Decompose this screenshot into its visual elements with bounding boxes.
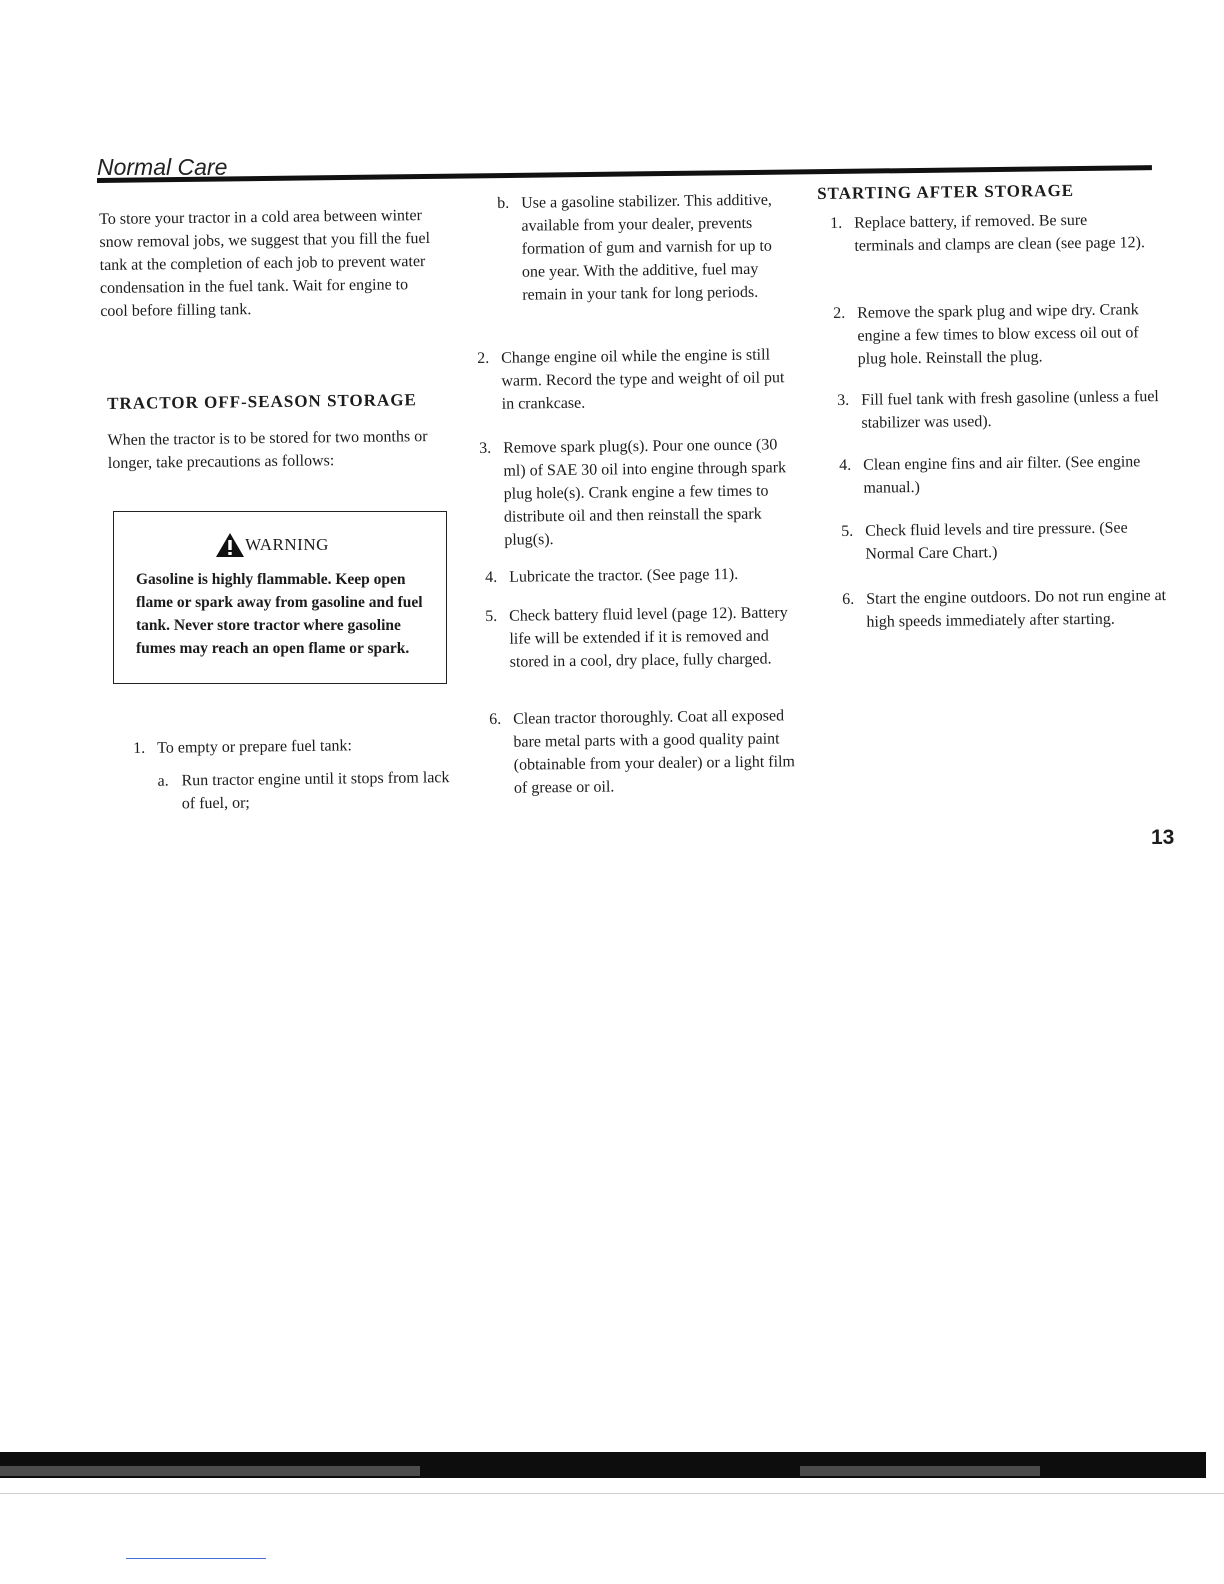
start-item-2	[833, 298, 1154, 371]
list-item	[133, 733, 453, 760]
scan-edge-highlight	[800, 1466, 1040, 1476]
list-item	[841, 516, 1166, 566]
storage-item-4	[485, 562, 805, 589]
item-text: Clean tractor thoroughly. Coat all exposed bare metal parts with a good quality paint (obtainable from your dealer) or a light film of grease or oil.	[513, 707, 796, 797]
item-text: Remove the spark plug and wipe dry. Crank engine a few times to blow excess oil out of plug hole. Reinstall the plug.	[857, 301, 1139, 368]
page-number: 13	[1151, 826, 1175, 849]
list-item	[485, 562, 805, 589]
off-season-lead: When the tractor is to be stored for two months or longer, take precautions as follows:	[107, 428, 428, 472]
item-number: 6.	[489, 710, 502, 728]
start-item-5	[841, 516, 1166, 566]
start-item-1	[830, 208, 1151, 258]
item-number: 3.	[479, 439, 492, 457]
item-number: 6.	[842, 590, 855, 608]
item-number: 5.	[485, 607, 498, 625]
item-letter: b.	[497, 194, 510, 212]
list-item	[489, 704, 812, 800]
item-number: 2.	[833, 304, 846, 322]
intro-block	[99, 204, 436, 323]
item-text: Use a gasoline stabilizer. This additive, available from your dealer, prevents formation of gum and varnish for up to one year. With the additive, fuel may remain in your tank for long periods.	[521, 191, 772, 304]
list-item	[830, 208, 1151, 258]
warning-header	[136, 532, 428, 558]
start-item-3	[837, 385, 1160, 435]
fuel-tank-steps	[133, 733, 454, 816]
scan-divider	[0, 1493, 1224, 1494]
storage-item-3	[479, 433, 800, 552]
item-number: 4.	[485, 568, 498, 586]
starting-heading: STARTING AFTER STORAGE	[817, 180, 1075, 203]
warning-box	[113, 511, 447, 684]
item-text: Clean engine fins and air filter. (See engine manual.)	[863, 453, 1141, 497]
storage-item-5	[485, 601, 808, 674]
item-text: Check battery fluid level (page 12). Battery life will be extended if it is removed and stored in a cool, dry place, fully charged.	[509, 604, 788, 671]
off-season-heading: TRACTOR OFF-SEASON STORAGE	[107, 390, 417, 413]
item-number: 4.	[839, 456, 852, 474]
item-text: Replace battery, if removed. Be sure terminals and clamps are clean (see page 12).	[854, 211, 1146, 255]
storage-item-2	[477, 343, 798, 416]
item-text: Run tractor engine until it stops from lack of fuel, or;	[181, 769, 450, 813]
list-item	[842, 584, 1167, 634]
scan-edge-highlight	[0, 1466, 420, 1476]
list-item	[833, 298, 1154, 371]
storage-item-6	[489, 704, 812, 800]
list-item	[479, 433, 800, 552]
section-title: Normal Care	[97, 154, 228, 180]
starting-heading-block	[817, 178, 1147, 205]
list-item	[497, 188, 796, 307]
list-item	[839, 450, 1162, 500]
item-text: Check fluid levels and tire pressure. (See Normal Care Chart.)	[865, 519, 1128, 563]
item-text: Remove spark plug(s). Pour one ounce (30 ml) of SAE 30 oil into engine through spark plug hole(s). Crank engine a few times to distribute oil and then reinstall the spark plug(s).	[503, 436, 787, 549]
warning-text: Gasoline is highly flammable. Keep open flame or spark away from gasoline and fuel tank. Never store tractor where gasoline fumes may reach an open flame or spark.	[136, 571, 423, 657]
start-item-4	[839, 450, 1162, 500]
item-text: Fill fuel tank with fresh gasoline (unless a fuel stabilizer was used).	[861, 388, 1159, 432]
list-item	[157, 766, 454, 816]
stabilizer-item	[497, 188, 796, 307]
item-number: 1.	[830, 214, 843, 232]
item-text: Change engine oil while the engine is still warm. Record the type and weight of oil put in crankcase.	[501, 346, 785, 413]
intro-paragraph: To store your tractor in a cold area between winter snow removal jobs, we suggest that you fill the fuel tank at the completion of each job to prevent water condensation in the fuel tank. Wait for engine to cool before filling tank.	[99, 207, 431, 320]
list-item	[477, 343, 798, 416]
item-number: 1.	[133, 739, 146, 757]
item-text: Start the engine outdoors. Do not run engine at high speeds immediately after starting.	[866, 587, 1167, 631]
scan-mark	[126, 1558, 266, 1559]
item-number: 2.	[477, 349, 490, 367]
list-item	[837, 385, 1160, 435]
item-number: 5.	[841, 522, 854, 540]
off-season-block	[107, 388, 448, 475]
item-letter: a.	[157, 772, 169, 790]
warning-label: WARNING	[245, 535, 329, 554]
warning-triangle-icon	[215, 532, 245, 558]
start-item-6	[842, 584, 1167, 634]
item-number: 3.	[837, 391, 850, 409]
item-text: To empty or prepare fuel tank:	[157, 737, 353, 757]
list-item	[485, 601, 808, 674]
item-text: Lubricate the tractor. (See page 11).	[509, 565, 739, 586]
